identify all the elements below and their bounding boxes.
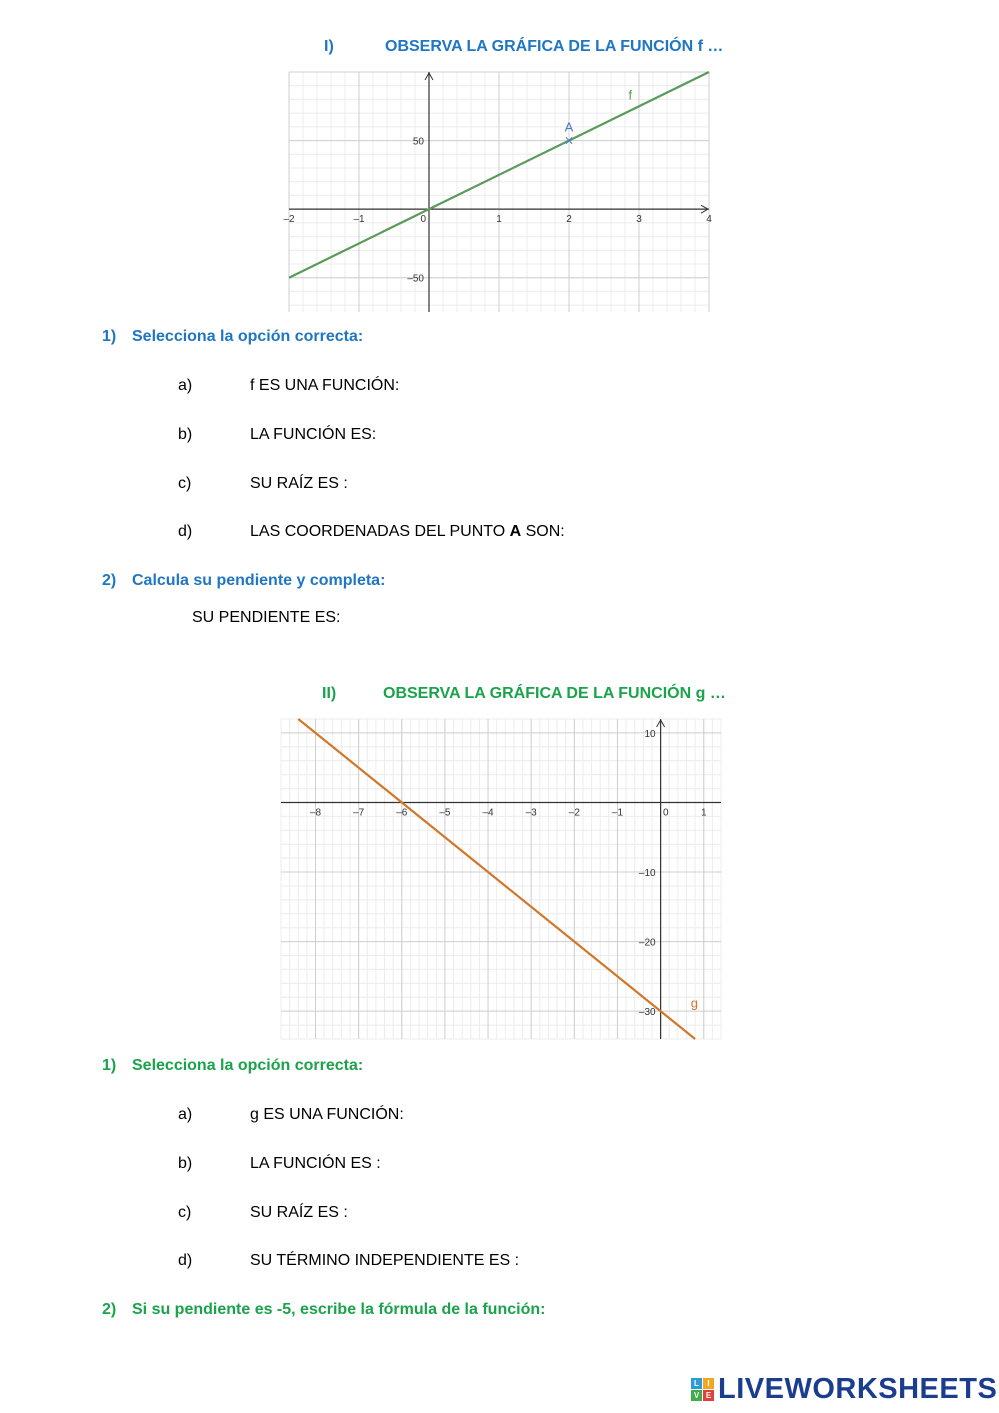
slope-prompt: SU PENDIENTE ES: [192,609,341,626]
section2-option-d-letter: d) [178,1252,193,1269]
option-d-text-before: LAS COORDENADAS DEL PUNTO [250,523,510,540]
section1-q1-text: Selecciona la opción correcta: [132,328,364,345]
chart-g [281,719,721,1039]
section1-option-a-text: f ES UNA FUNCIÓN: [250,377,400,394]
chart-f [283,72,712,312]
section2-option-a-letter: a) [178,1106,193,1123]
section2-q1-text: Selecciona la opción correcta: [132,1057,364,1074]
x-tick-label: 0 [663,807,669,819]
x-tick-label: –1 [611,807,624,819]
point-a-label: A [509,523,522,540]
y-tick-label: 50 [412,136,424,148]
x-tick-label: –2 [568,807,580,819]
x-tick-label: 2 [566,214,572,226]
section2-option-c-text: SU RAÍZ ES : [250,1204,348,1221]
section2-q1-number: 1) [102,1057,117,1074]
x-tick-label: 0 [420,214,426,226]
y-tick-label: –30 [638,1007,656,1019]
section2-option-d-text: SU TÉRMINO INDEPENDIENTE ES : [250,1252,520,1269]
x-tick-label: –8 [309,807,322,819]
section1-option-c-text: SU RAÍZ ES : [250,475,348,492]
section1-option-b-text: LA FUNCIÓN ES: [250,426,377,443]
x-tick-label: 1 [496,214,502,226]
x-tick-label: 4 [706,214,712,226]
function-label-f: f [628,87,633,103]
section1-title: OBSERVA LA GRÁFICA DE LA FUNCIÓN f … [385,38,724,55]
section2-number: II) [322,685,337,702]
point-marker-A: × [563,133,575,148]
section2-title: OBSERVA LA GRÁFICA DE LA FUNCIÓN g … [383,685,726,702]
liveworksheets-logo [691,1373,997,1405]
section2-q2-text: Si su pendiente es -5, escribe la fórmula de la función: [132,1301,546,1318]
y-tick-label: 10 [644,728,656,740]
logo-text: LIVEWORKSHEETS [718,1372,998,1405]
logo-letter-e: E [703,1390,714,1401]
section1-number: I) [324,38,334,55]
x-tick-label: –1 [353,214,365,226]
section1-option-a-letter: a) [178,377,193,394]
x-tick-label: –5 [439,807,451,819]
x-tick-label: 3 [636,214,642,226]
section2-option-b-letter: b) [178,1155,193,1172]
x-tick-label: –4 [482,807,494,819]
section1-q1-number: 1) [102,328,117,345]
y-tick-label: –10 [638,868,656,880]
section2-option-b-text: LA FUNCIÓN ES : [250,1155,381,1172]
y-tick-label: –20 [638,937,656,949]
logo-letter-l: L [691,1378,702,1389]
x-tick-label: –7 [353,807,365,819]
logo-icon [691,1378,714,1401]
logo-letter-i: I [703,1378,714,1389]
x-tick-label: –6 [396,807,408,819]
x-tick-label: –3 [525,807,537,819]
section1-option-c-letter: c) [178,475,192,492]
function-label-g: g [690,995,699,1011]
y-tick-label: –50 [407,273,424,285]
logo-letter-v: V [691,1390,702,1401]
section1-option-d-text [250,523,565,541]
section1-q2-number: 2) [102,572,117,589]
option-d-text-after: SON: [521,523,565,540]
section2-option-c-letter: c) [178,1204,192,1221]
point-label-A: A [564,119,574,135]
section1-option-d-letter: d) [178,523,193,540]
x-tick-label: 1 [700,807,707,819]
section1-q2-text: Calcula su pendiente y completa: [132,572,386,589]
x-tick-label: –2 [283,214,295,226]
section1-option-b-letter: b) [178,426,193,443]
section2-option-a-text: g ES UNA FUNCIÓN: [250,1106,404,1123]
section2-q2-number: 2) [102,1301,117,1318]
